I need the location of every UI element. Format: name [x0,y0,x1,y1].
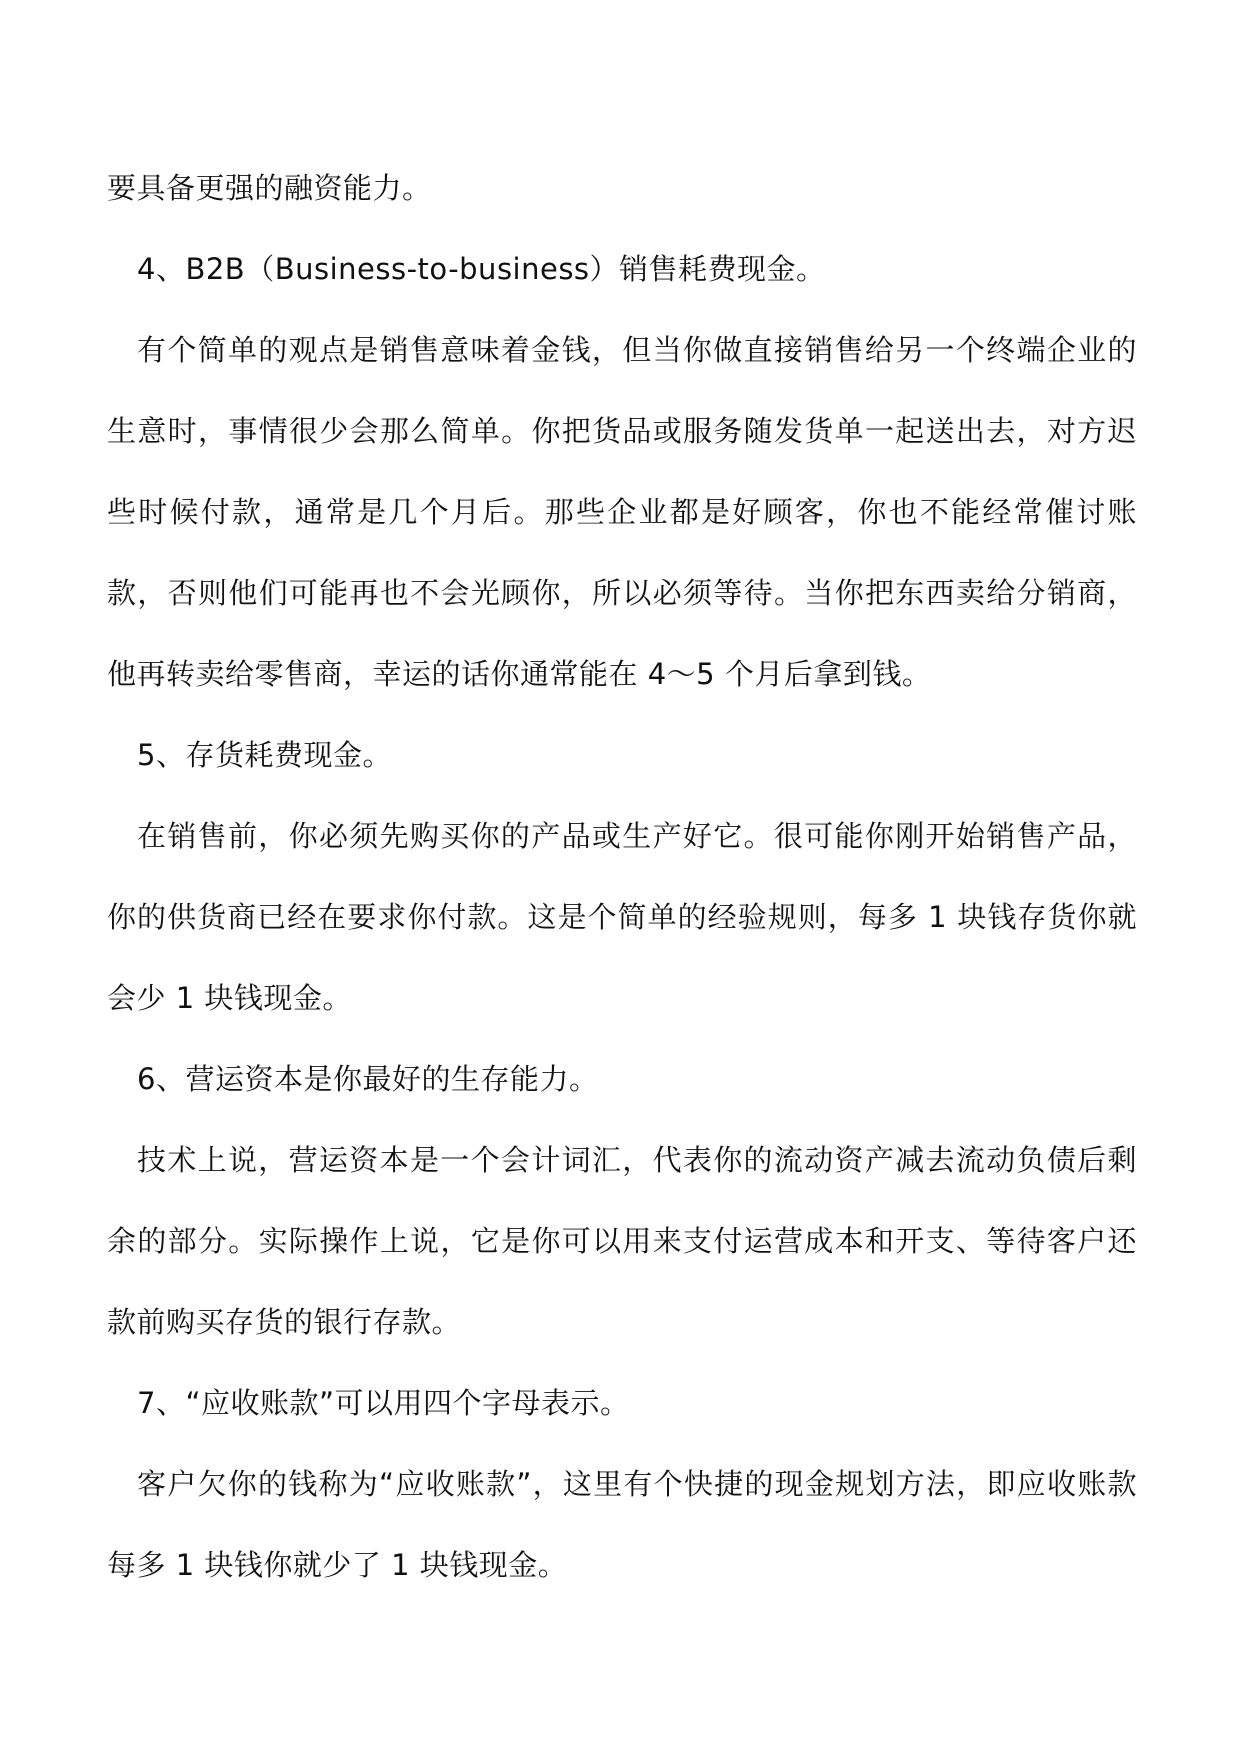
paragraph-inventory: 在销售前，你必须先购买你的产品或生产好它。很可能你刚开始销售产品，你的供货商已经在要求你付款。这是个简单的经验规则，每多 1 块钱存货你就会少 1 块钱现金。 [107,819,1137,1015]
paragraph-financing-ability: 要具备更强的融资能力。 [107,171,432,205]
paragraph-working-capital: 技术上说，营运资本是一个会计词汇，代表你的流动资产减去流动负债后剩余的部分。实际操作上说，它是你可以用来支付运营成本和开支、等待客户还款前购买存货的银行存款。 [107,1143,1137,1339]
paragraph-b2b-sales: 有个简单的观点是销售意味着金钱，但当你做直接销售给另一个终端企业的生意时，事情很少会那么简单。你把货品或服务随发货单一起送出去，对方迟些时候付款，通常是几个月后。那些企业都是好顾客，你也不能经常催讨账款，否则他们可能再也不会光顾你，所以必须等待。当你把东西卖给分销商，他再转卖给零售商，幸运的话你通常能在 4～5 个月后拿到钱。 [107,333,1137,691]
paragraph-accounts-receivable: 客户欠你的钱称为“应收账款”，这里有个快捷的现金规划方法，即应收账款每多 1 块钱你就少了 1 块钱现金。 [107,1467,1137,1582]
heading-accounts-receivable: 7、“应收账款”可以用四个字母表示。 [137,1386,630,1420]
heading-b2b-sales: 4、B2B（Business-to-business）销售耗费现金。 [137,252,826,286]
heading-working-capital: 6、营运资本是你最好的生存能力。 [137,1062,599,1096]
document-body [107,148,1137,1606]
heading-inventory: 5、存货耗费现金。 [137,738,392,772]
